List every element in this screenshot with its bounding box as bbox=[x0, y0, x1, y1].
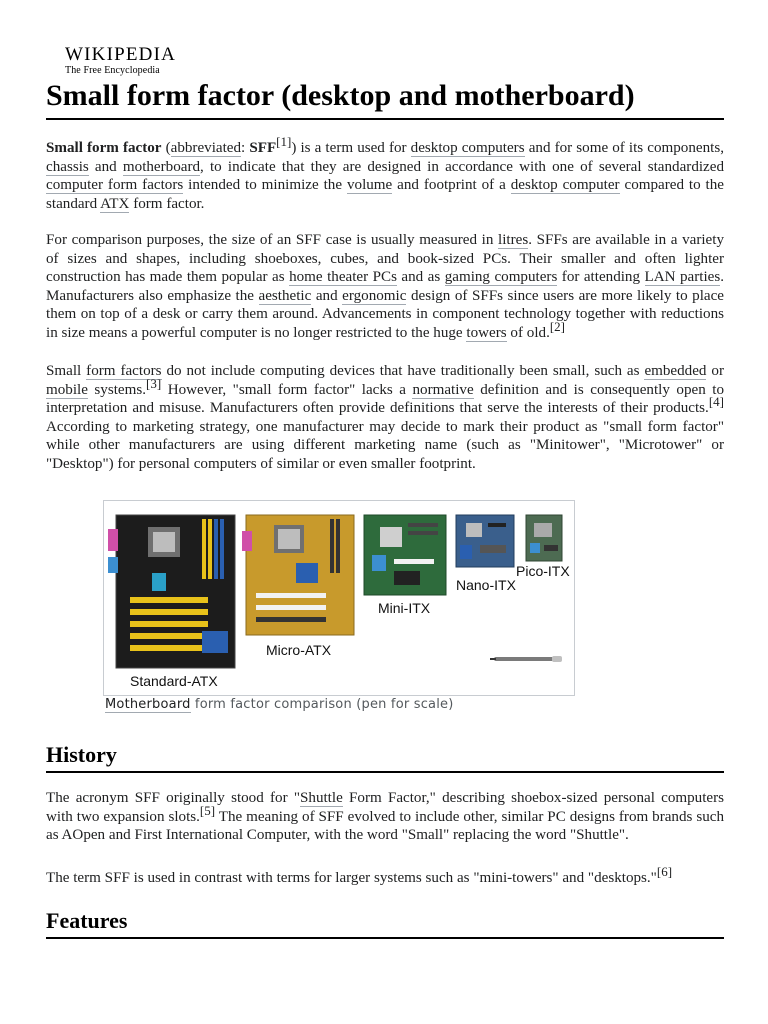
nano-itx-board bbox=[456, 515, 514, 567]
link-home-theater-pcs[interactable]: home theater PCs bbox=[289, 269, 397, 286]
text-span: According to marketing strategy, one manufacturer may decide to mark their product as "small form factor" while other manufacturers are using different marketing name (such as "Minitower", "Microtower" or "Desktop") for personal computers of similar or even smaller footprint. bbox=[46, 418, 724, 472]
text-span: The meaning of SFF evolved to include other, similar PC designs from brands such as AOpen and First International Computer, with the word "Small" replacing the word "Shuttle". bbox=[46, 808, 724, 844]
link-towers[interactable]: towers bbox=[466, 324, 507, 341]
text-span: for attending bbox=[557, 269, 645, 286]
text-span: of old. bbox=[506, 324, 550, 341]
text-span: Form Factor," describing shoebox-sized personal computers with two expansion slots. bbox=[46, 790, 724, 825]
text-span: definition and is consequently open to interpretation and misuse. Manufacturers often provide definitions that serve the interests of their products. bbox=[46, 381, 724, 417]
link-ergonomic[interactable]: ergonomic bbox=[342, 287, 407, 304]
text-span: and bbox=[311, 287, 343, 304]
micro-atx-board bbox=[242, 515, 354, 635]
label-mini-itx: Mini-ITX bbox=[378, 600, 431, 616]
text-span: and as bbox=[396, 269, 445, 286]
text-span: However, "small form factor" lacks a bbox=[161, 381, 413, 398]
text-span: The acronym SFF originally stood for " bbox=[46, 790, 300, 806]
text-span: : bbox=[241, 140, 250, 156]
pico-itx-board bbox=[526, 515, 562, 561]
definition-paragraph bbox=[46, 362, 724, 474]
link-chassis[interactable]: chassis bbox=[46, 158, 89, 175]
link-mobile[interactable]: mobile bbox=[46, 381, 88, 398]
features-heading: Features bbox=[46, 907, 724, 939]
motherboard-comparison-image[interactable] bbox=[103, 500, 575, 696]
wikipedia-wordmark: WIKIPEDIA bbox=[65, 44, 177, 65]
history-heading: History bbox=[46, 741, 724, 773]
text-span: do not include computing devices that have traditionally been small, such as bbox=[161, 363, 645, 379]
link-aesthetic[interactable]: aesthetic bbox=[258, 287, 312, 304]
text-span: form factor. bbox=[129, 195, 205, 212]
history-paragraph-2 bbox=[46, 864, 724, 888]
text-span: compared to the standard bbox=[46, 177, 724, 212]
nano-itx-pcb bbox=[456, 515, 514, 567]
standard-atx-board bbox=[108, 515, 235, 668]
link-normative[interactable]: normative bbox=[412, 381, 474, 398]
text-span: . SFFs are available in a variety of sizes and shapes, including shoeboxes, cubes, and book-sized PCs. Their smaller and often lighter construction has made them popular as bbox=[46, 232, 724, 286]
link-computer-form-factors[interactable]: computer form factors bbox=[46, 177, 184, 194]
text-span: , to indicate that they are designed in accordance with one of several standardized bbox=[200, 158, 725, 175]
wikipedia-logo[interactable] bbox=[65, 44, 175, 77]
link-volume[interactable]: volume bbox=[346, 177, 393, 194]
caption-text: form factor comparison (pen for scale) bbox=[190, 697, 454, 712]
ref-6[interactable]: [6] bbox=[656, 864, 673, 879]
ref-1[interactable]: [1] bbox=[276, 134, 292, 149]
pen-for-scale bbox=[490, 656, 562, 662]
wikipedia-tagline: The Free Encyclopedia bbox=[65, 65, 160, 76]
atx-slot bbox=[130, 597, 208, 603]
text-span: ( bbox=[161, 140, 171, 156]
figure-caption bbox=[105, 696, 454, 714]
comparison-paragraph bbox=[46, 231, 724, 343]
label-micro-atx: Micro-ATX bbox=[266, 642, 332, 658]
link-atx[interactable]: ATX bbox=[100, 195, 130, 212]
motherboard-illustration bbox=[104, 501, 574, 695]
link-desktop-computers[interactable]: desktop computers bbox=[410, 140, 525, 156]
atx-slot bbox=[130, 609, 208, 615]
pico-itx-pcb bbox=[526, 515, 562, 561]
text-span: and footprint of a bbox=[392, 177, 511, 194]
ref-3[interactable]: [3] bbox=[146, 375, 162, 391]
label-nano-itx: Nano-ITX bbox=[456, 577, 516, 593]
link-desktop-computer[interactable]: desktop computer bbox=[510, 177, 620, 194]
label-pico-itx: Pico-ITX bbox=[516, 563, 570, 579]
text-span: or bbox=[706, 363, 724, 379]
link-shuttle[interactable]: Shuttle bbox=[300, 790, 343, 806]
link-lan-parties[interactable]: LAN parties bbox=[644, 269, 721, 286]
page-title: Small form factor (desktop and motherboard) bbox=[46, 77, 724, 120]
label-standard-atx: Standard-ATX bbox=[130, 673, 218, 689]
ref-4[interactable]: [4] bbox=[708, 394, 724, 410]
intro-paragraph bbox=[46, 134, 725, 213]
text-span: design of SFFs since users are more likely to place them on top of a desk or carry them around. Advancements in component technology together with reductions in size means a powerful computer is no longer restricted to the huge bbox=[46, 287, 725, 341]
link-gaming-computers[interactable]: gaming computers bbox=[444, 269, 558, 286]
text-span: and for some of its components, bbox=[524, 140, 724, 156]
term-bold: Small form factor bbox=[46, 140, 162, 156]
mini-itx-board bbox=[364, 515, 446, 595]
link-form-factors[interactable]: form factors bbox=[86, 363, 162, 379]
link-abbreviated[interactable]: abbreviated bbox=[170, 140, 242, 156]
text-span: ) is a term used for bbox=[291, 140, 411, 156]
caption-link-motherboard[interactable]: Motherboard bbox=[105, 697, 191, 712]
atx-slot bbox=[130, 633, 208, 639]
ref-2[interactable]: [2] bbox=[549, 318, 566, 334]
text-span: Small bbox=[46, 363, 87, 379]
atx-slot bbox=[130, 621, 208, 627]
text-span: intended to minimize the bbox=[183, 177, 347, 194]
ref-5[interactable]: [5] bbox=[199, 802, 216, 818]
link-embedded[interactable]: embedded bbox=[644, 363, 707, 379]
text-span: For comparison purposes, the size of an SFF case is usually measured in bbox=[46, 232, 499, 248]
text-span: . Manufacturers also emphasize the bbox=[46, 269, 725, 304]
text-span: and bbox=[88, 158, 123, 175]
link-litres[interactable]: litres bbox=[498, 232, 529, 248]
text-span: The term SFF is used in contrast with terms for larger systems such as "mini-towers" and "desktops." bbox=[46, 870, 657, 886]
atx-slot bbox=[130, 645, 208, 651]
sff-bold: SFF bbox=[249, 140, 277, 156]
text-span: systems. bbox=[87, 381, 147, 398]
link-motherboard[interactable]: motherboard bbox=[122, 158, 201, 175]
history-paragraph-1 bbox=[46, 789, 724, 845]
